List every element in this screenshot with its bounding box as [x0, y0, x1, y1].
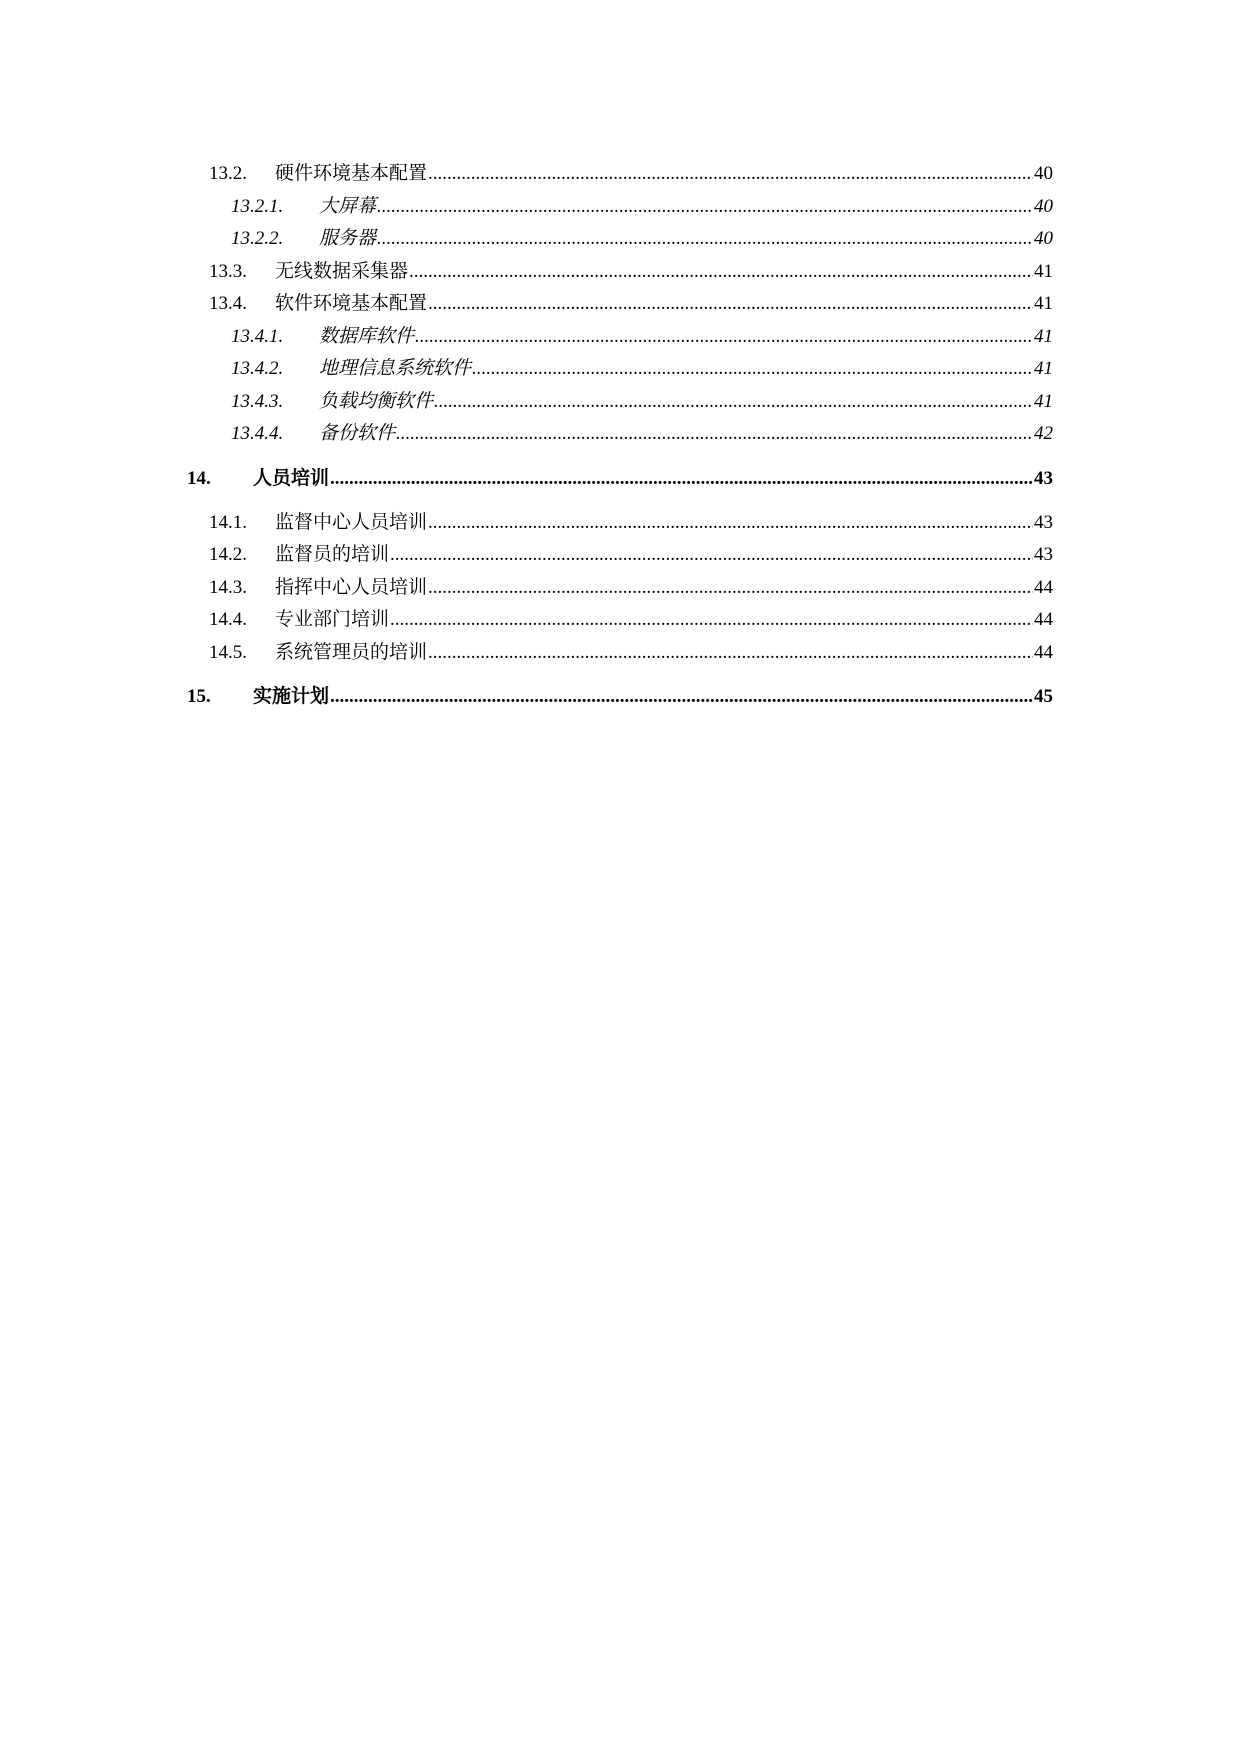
dot-leader [434, 391, 1033, 413]
toc-entry[interactable] [187, 386, 1053, 419]
dot-leader [396, 423, 1033, 445]
toc-entry-title: 软件环境基本配置 [275, 293, 428, 314]
toc-entry[interactable] [187, 418, 1053, 451]
toc-entry[interactable] [187, 353, 1053, 386]
toc-entry-number: 13.4.4. [231, 423, 284, 444]
toc-entry-number: 13.4. [209, 293, 247, 314]
toc-entry-page: 41 [1034, 325, 1053, 347]
toc-chapter-entry[interactable] [187, 463, 1053, 495]
toc-entry-title: 实施计划 [253, 686, 330, 707]
table-of-contents [187, 158, 1053, 713]
dot-leader [428, 163, 1033, 185]
toc-entry-number: 13.2.1. [231, 195, 284, 217]
dot-leader [390, 544, 1033, 566]
toc-entry-title: 地理信息系统软件 [319, 358, 472, 379]
toc-entry[interactable] [187, 507, 1053, 540]
dot-leader [428, 642, 1033, 664]
toc-entry-title: 硬件环境基本配置 [275, 163, 428, 184]
toc-entry-title: 指挥中心人员培训 [275, 576, 428, 598]
toc-entry-number: 14.2. [209, 544, 247, 565]
toc-entry-number: 13.4.1. [231, 325, 284, 347]
toc-entry-number: 13.2. [209, 163, 247, 184]
toc-entry[interactable] [187, 321, 1053, 354]
toc-entry-number: 13.2.2. [231, 228, 284, 249]
toc-entry-title: 专业部门培训 [275, 609, 390, 630]
toc-entry-number: 15. [187, 686, 211, 707]
toc-entry-title: 人员培训 [253, 467, 330, 489]
dot-leader [428, 512, 1033, 534]
toc-entry-title: 监督中心人员培训 [275, 511, 428, 533]
dot-leader [428, 577, 1033, 599]
toc-entry-page: 43 [1034, 511, 1053, 533]
toc-entry-number: 13.3. [209, 260, 247, 282]
toc-entry[interactable] [187, 572, 1053, 605]
toc-entry-title: 无线数据采集器 [275, 260, 409, 282]
toc-entry-title: 大屏幕 [319, 195, 377, 217]
dot-leader [377, 228, 1033, 250]
toc-entry-page: 41 [1034, 260, 1053, 282]
dot-leader [377, 196, 1033, 218]
dot-leader [409, 261, 1033, 283]
dot-leader [428, 293, 1033, 315]
spacer [187, 495, 1053, 507]
dot-leader [330, 468, 1033, 490]
toc-entry-title: 系统管理员的培训 [275, 641, 428, 663]
toc-entry-title: 备份软件 [319, 423, 396, 444]
spacer [187, 451, 1053, 463]
toc-entry-number: 14.3. [209, 576, 247, 598]
toc-entry-number: 14. [187, 467, 211, 489]
toc-entry-page: 43 [1034, 544, 1053, 565]
toc-entry-page: 42 [1034, 423, 1053, 444]
toc-entry-page: 40 [1034, 228, 1053, 249]
toc-entry-number: 13.4.3. [231, 390, 284, 412]
toc-entry[interactable] [187, 191, 1053, 224]
toc-entry-number: 13.4.2. [231, 358, 284, 379]
toc-entry-title: 监督员的培训 [275, 544, 390, 565]
toc-entry-page: 40 [1034, 163, 1053, 184]
toc-entry-title: 负载均衡软件 [319, 390, 434, 412]
toc-entry-page: 41 [1034, 293, 1053, 314]
toc-entry-title: 数据库软件 [319, 325, 415, 347]
toc-entry[interactable] [187, 223, 1053, 256]
toc-entry[interactable] [187, 288, 1053, 321]
toc-entry-number: 14.4. [209, 609, 247, 630]
toc-entry-number: 14.1. [209, 511, 247, 533]
toc-entry-page: 45 [1034, 686, 1053, 707]
toc-entry[interactable] [187, 158, 1053, 191]
toc-entry-page: 44 [1034, 641, 1053, 663]
toc-entry-page: 41 [1034, 390, 1053, 412]
toc-entry-page: 40 [1034, 195, 1053, 217]
dot-leader [330, 686, 1033, 708]
toc-entry-page: 44 [1034, 576, 1053, 598]
dot-leader [472, 358, 1033, 380]
toc-entry[interactable] [187, 256, 1053, 289]
dot-leader [415, 326, 1033, 348]
toc-entry[interactable] [187, 604, 1053, 637]
toc-entry-page: 44 [1034, 609, 1053, 630]
toc-entry-page: 41 [1034, 358, 1053, 379]
toc-entry-title: 服务器 [319, 228, 377, 249]
dot-leader [390, 609, 1033, 631]
toc-chapter-entry[interactable] [187, 681, 1053, 713]
toc-entry[interactable] [187, 539, 1053, 572]
toc-entry-number: 14.5. [209, 641, 247, 663]
toc-entry[interactable] [187, 637, 1053, 670]
toc-entry-page: 43 [1034, 467, 1053, 489]
spacer [187, 669, 1053, 681]
